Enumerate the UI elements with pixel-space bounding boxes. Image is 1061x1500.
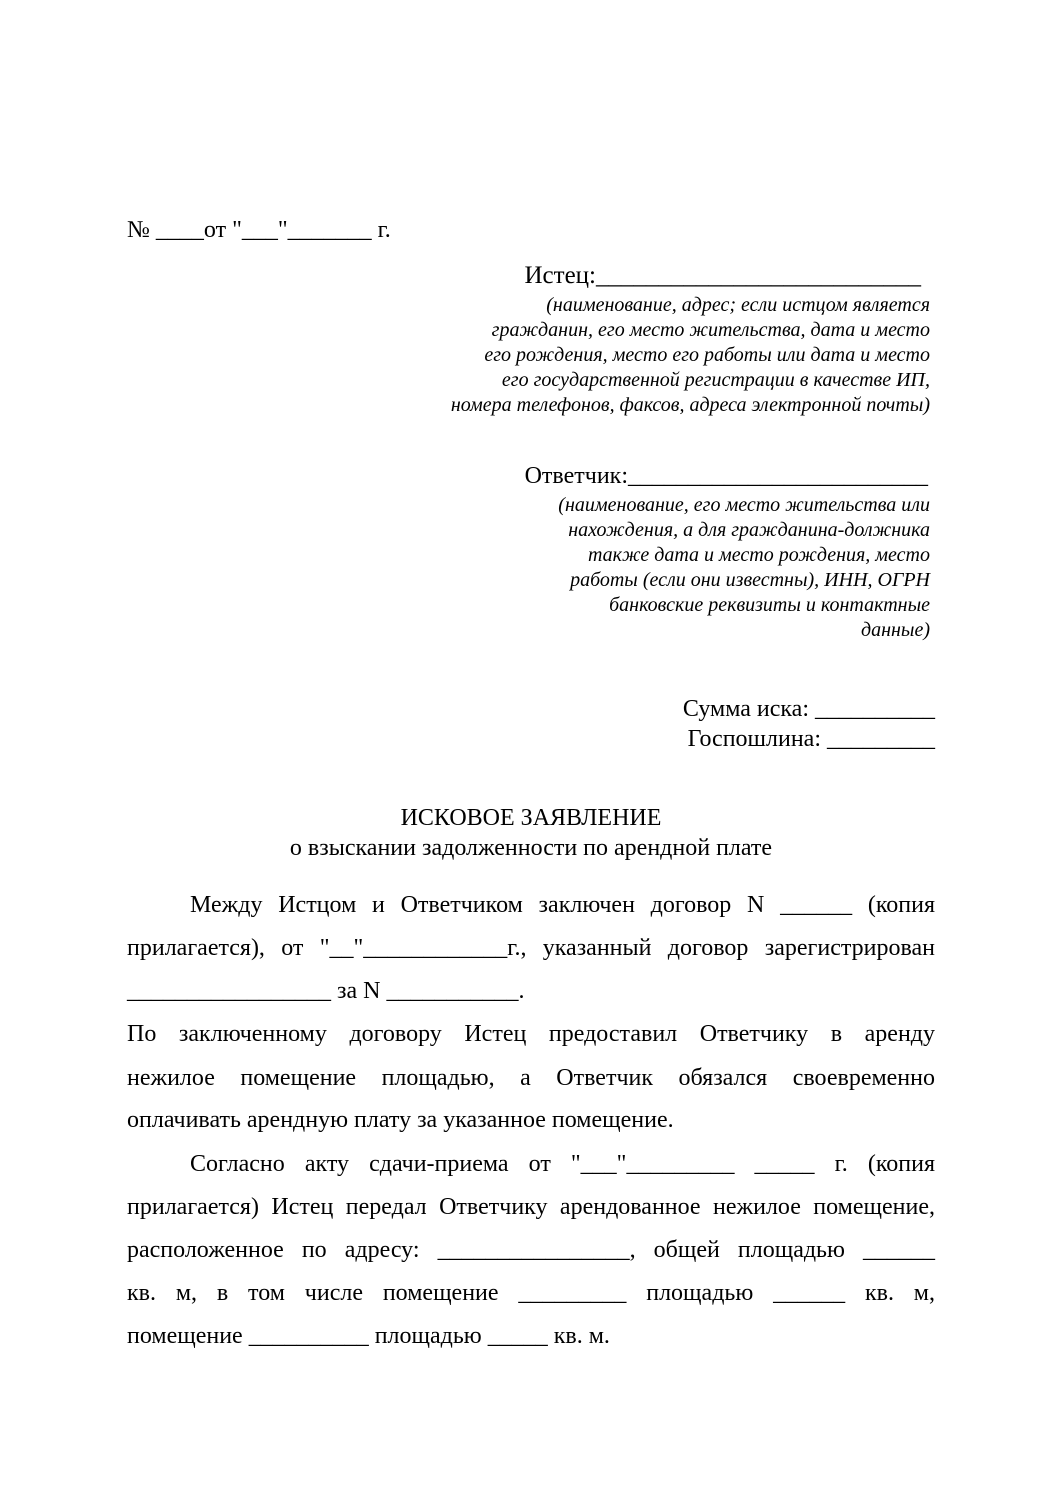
defendant-note-1: (наименование, его место жительства или (558, 494, 930, 516)
plaintiff-note-1: (наименование, адрес; если истцом является (546, 294, 930, 316)
state-fee-label: Госпошлина: _________ (687, 726, 935, 752)
plaintiff-note-4: его государственной регистрации в качестве ИП, (501, 369, 930, 391)
paragraph-2-line-3: оплачивать арендную плату за указанное помещение. (127, 1107, 674, 1133)
defendant-note-3: также дата и место рождения, место (587, 544, 930, 566)
paragraph-2-line-2: нежилое помещение площадью, а Ответчик обязался своевременно (127, 1065, 935, 1091)
document-subtitle: о взыскании задолженности по арендной плате (289, 835, 773, 861)
paragraph-3-line-2: прилагается) Истец передал Ответчику арендованное нежилое помещение, (127, 1194, 935, 1220)
defendant-note-4: работы (если они известны), ИНН, ОГРН (570, 569, 930, 591)
defendant-note-2: нахождения, а для гражданина-должника (568, 519, 930, 541)
document-number-line: № ____от "___"_______ г. (127, 217, 391, 243)
claim-amount-label: Сумма иска: __________ (682, 696, 935, 722)
document-title: ИСКОВОЕ ЗАЯВЛЕНИЕ (400, 805, 662, 831)
plaintiff-note-3: его рождения, место его работы или дата и место (484, 344, 930, 366)
paragraph-3-line-1: Согласно акту сдачи-приема от "___"_________ _____ г. (копия (190, 1151, 935, 1177)
paragraph-1-line-1: Между Истцом и Ответчиком заключен договор N ______ (копия (190, 892, 935, 918)
plaintiff-note-5: номера телефонов, факсов, адреса электронной почты) (450, 394, 930, 416)
paragraph-3-line-5: помещение __________ площадью _____ кв. м. (127, 1323, 610, 1349)
paragraph-2-line-1: По заключенному договору Истец предоставил Ответчику в аренду (127, 1021, 935, 1047)
paragraph-1-line-3: _________________ за N ___________. (127, 978, 525, 1004)
paragraph-1-line-2: прилагается), от "__"____________г., указанный договор зарегистрирован (127, 935, 935, 961)
paragraph-3-line-3: расположенное по адресу: ________________, общей площадью ______ (127, 1237, 935, 1263)
plaintiff-label: Истец:__________________________ (524, 262, 921, 289)
plaintiff-note-2: гражданин, его место жительства, дата и место (491, 319, 930, 341)
defendant-note-6: данные) (860, 619, 930, 641)
paragraph-3-line-4: кв. м, в том числе помещение _________ площадью ______ кв. м, (127, 1280, 935, 1306)
defendant-label: Ответчик:_________________________ (524, 463, 928, 489)
defendant-note-5: банковские реквизиты и контактные (609, 594, 930, 616)
